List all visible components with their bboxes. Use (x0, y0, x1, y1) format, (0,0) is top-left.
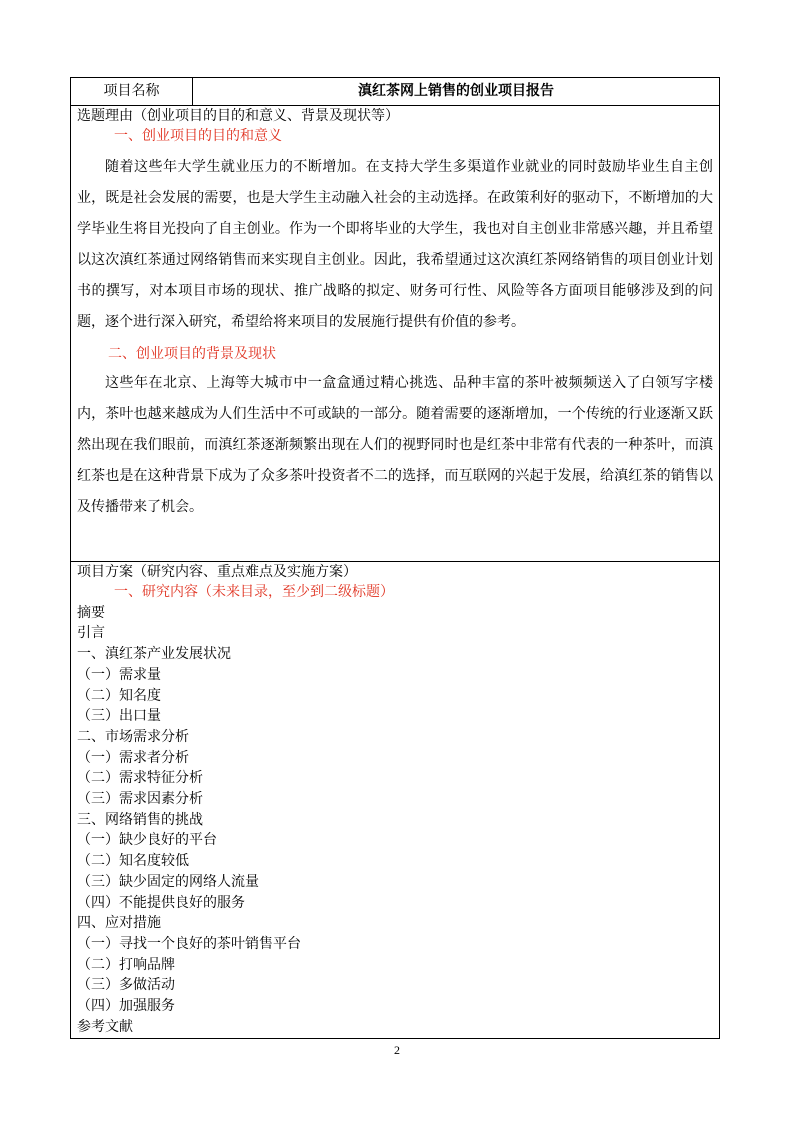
reason-cell (71, 106, 719, 562)
project-name-label: 项目名称 (71, 78, 193, 105)
reason-label: 选题理由（创业项目的目的和意义、背景及现状等） (77, 108, 399, 124)
toc-item: （二）知名度 (77, 687, 161, 704)
toc-item: （三）多做活动 (77, 977, 175, 994)
plan-label: 项目方案（研究内容、重点难点及实施方案） (77, 564, 357, 580)
plan-cell (71, 562, 719, 1038)
toc-item: （一）需求者分析 (77, 749, 189, 766)
toc-list (77, 603, 713, 1038)
toc-item: 引言 (77, 625, 105, 642)
purpose-paragraph: 随着这些年大学生就业压力的不断增加。在支持大学生多渠道作业就业的同时鼓励毕业生自主创业，既是社会发展的需要，也是大学生主动融入社会的主动选择。在政策利好的驱动下，不断增加的大学毕业生将目光投向了自主创业。作为一个即将毕业的大学生，我也对自主创业非常感兴趣，并且希望以这次滇红茶通过网络销售而来实现自主创业。因此，我希望通过这次滇红茶网络销售的项目创业计划书的撰写，对本项目市场的现状、推广战略的拟定、财务可行性、风险等各方面项目能够涉及到的问题，逐个进行深入研究，希望给将来项目的发展施行提供有价值的参考。 (77, 159, 713, 330)
toc-item: 参考文献 (77, 1018, 133, 1035)
toc-item: 二、市场需求分析 (77, 728, 189, 745)
report-table (70, 77, 720, 1039)
toc-item: 三、网络销售的挑战 (77, 811, 203, 828)
toc-item: （四）不能提供良好的服务 (77, 894, 245, 911)
toc-item: （二）打响品牌 (77, 956, 175, 973)
toc-item: （二）需求特征分析 (77, 770, 203, 787)
toc-item: （三）需求因素分析 (77, 791, 203, 808)
toc-item: （一）需求量 (77, 666, 161, 683)
toc-item: 一、滇红茶产业发展状况 (77, 646, 231, 663)
purpose-heading: 一、创业项目的目的和意义 (114, 128, 282, 144)
toc-item: （四）加强服务 (77, 998, 175, 1015)
toc-item: 摘要 (77, 604, 105, 621)
research-content-heading: 一、研究内容（未来目录，至少到二级标题） (114, 584, 394, 600)
page-number: 2 (394, 1043, 400, 1057)
toc-item: （三）出口量 (77, 708, 161, 725)
toc-item: （三）缺少固定的网络人流量 (77, 873, 259, 890)
background-heading: 二、创业项目的背景及现状 (108, 346, 276, 362)
toc-item: （二）知名度较低 (77, 853, 189, 870)
title-row (71, 78, 719, 106)
project-name-value: 滇红茶网上销售的创业项目报告 (358, 83, 554, 99)
toc-item: （一）缺少良好的平台 (77, 832, 217, 849)
toc-item: 四、应对措施 (77, 915, 161, 932)
toc-item: （一）寻找一个良好的茶叶销售平台 (77, 935, 301, 952)
background-paragraph: 这些年在北京、上海等大城市中一盒盒通过精心挑选、品种丰富的茶叶被频频送入了白领写字楼内，茶叶也越来越成为人们生活中不可或缺的一部分。随着需要的逐渐增加，一个传统的行业逐渐又跃然出现在我们眼前，而滇红茶逐渐频繁出现在人们的视野同时也是红茶中非常有代表的一种茶叶，而滇红茶也是在这种背景下成为了众多茶叶投资者不二的选择，而互联网的兴起于发展，给滇红茶的销售以及传播带来了机会。 (77, 375, 713, 515)
